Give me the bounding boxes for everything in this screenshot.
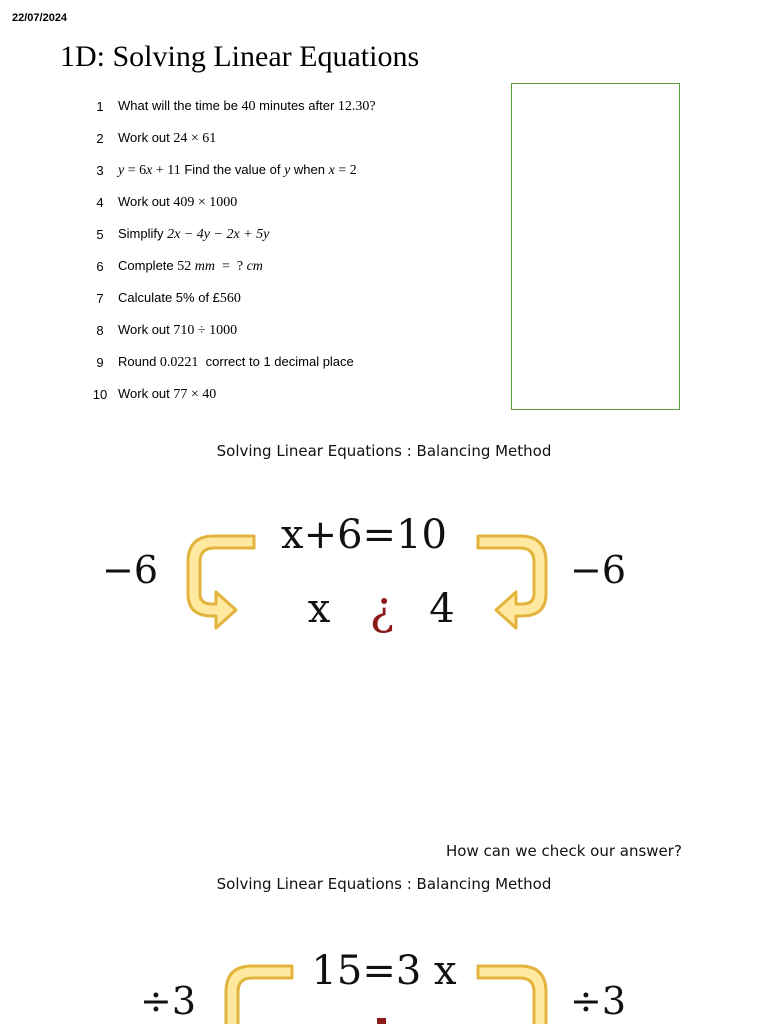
operation-left-2: ÷3 <box>139 979 197 1023</box>
question-text <box>118 226 269 243</box>
question-text <box>118 258 263 275</box>
operation-right: −6 <box>569 548 627 592</box>
page-title: 1D: Solving Linear Equations <box>60 40 420 73</box>
question-text-part: Complete <box>118 257 178 273</box>
question-text-part: 710 ÷ 1000 <box>173 322 238 338</box>
question-item <box>82 250 492 282</box>
question-text-part: y <box>284 162 291 178</box>
question-text-part: 40 <box>241 98 256 114</box>
question-item <box>82 218 492 250</box>
question-text-part: minutes after <box>255 97 338 113</box>
question-text-part: 2x − 4y − 2x + 5y <box>167 226 270 242</box>
question-number: 3 <box>96 162 104 178</box>
question-text-part: Simplify <box>118 225 168 241</box>
question-text-part: 77 × 40 <box>173 386 217 402</box>
question-text-part: x <box>328 162 335 178</box>
question-item <box>82 122 492 154</box>
question-item <box>82 90 492 122</box>
balancing-diagram-1 <box>0 490 768 640</box>
date-label: 22/07/2024 <box>12 12 68 24</box>
question-text-part: = 2 <box>334 162 357 178</box>
question-text <box>118 130 216 147</box>
equation-top: x+6=10 <box>281 512 447 558</box>
result-symbol: ¿ <box>369 581 395 635</box>
arrow-left-icon-2 <box>226 966 292 1024</box>
question-text-part: 12.30? <box>337 98 376 114</box>
question-number: 7 <box>96 290 104 306</box>
question-item <box>82 186 492 218</box>
question-text <box>118 290 241 307</box>
arrow-left-icon <box>188 536 254 628</box>
question-item <box>82 154 492 186</box>
question-text-part: 560 <box>219 290 241 306</box>
question-item <box>82 346 492 378</box>
section-heading-2: Solving Linear Equations : Balancing Method <box>216 875 552 893</box>
question-text-part: Find the value of <box>180 161 285 177</box>
question-text-part: 52 <box>177 258 195 274</box>
question-text-part: = ? <box>214 258 247 274</box>
operation-left: −6 <box>101 548 159 592</box>
question-text-part: mm <box>194 258 215 274</box>
answer-box <box>511 83 680 410</box>
question-number: 1 <box>96 98 104 114</box>
question-text-part: cm <box>246 258 263 274</box>
question-text <box>118 162 357 179</box>
question-text <box>118 98 376 115</box>
section-heading-1: Solving Linear Equations : Balancing Method <box>216 442 552 460</box>
question-text <box>118 194 237 211</box>
question-text-part: + 11 <box>152 162 181 178</box>
question-text-part: Work out <box>118 193 174 209</box>
question-text-part: when <box>290 161 329 177</box>
question-number: 10 <box>92 386 108 402</box>
question-text-part: What will the time be <box>118 97 242 113</box>
question-text-part: Work out <box>118 129 174 145</box>
question-item <box>82 378 492 410</box>
question-number: 4 <box>96 194 104 210</box>
question-list <box>82 90 492 410</box>
question-text-part: 24 × 61 <box>173 130 217 146</box>
arrow-right-icon-2 <box>478 966 546 1024</box>
result-symbol-fragment <box>377 1018 386 1024</box>
equation-top-2: 15=3 x <box>311 948 457 994</box>
question-text <box>118 354 354 371</box>
question-text-part: 0.0221 <box>159 354 199 370</box>
question-text-part: Work out <box>118 385 174 401</box>
question-text-part: y <box>118 162 125 178</box>
question-item <box>82 282 492 314</box>
result-variable: x <box>307 586 331 632</box>
balancing-diagram-2 <box>0 934 768 1024</box>
question-number: 2 <box>96 130 104 146</box>
check-prompt: How can we check our answer? <box>446 842 682 860</box>
question-text-part: correct to 1 decimal place <box>198 353 354 369</box>
arrow-right-icon <box>478 536 546 628</box>
question-text <box>118 386 216 403</box>
question-text-part: 409 × 1000 <box>173 194 238 210</box>
question-text <box>118 322 237 339</box>
question-text-part: Calculate 5% of £ <box>118 289 220 305</box>
question-text-part: = 6 <box>124 162 147 178</box>
question-item <box>82 314 492 346</box>
question-number: 8 <box>96 322 104 338</box>
result-value: 4 <box>429 586 455 632</box>
operation-right-2: ÷3 <box>569 979 627 1023</box>
question-text-part: Work out <box>118 321 174 337</box>
question-number: 5 <box>96 226 104 242</box>
question-number: 9 <box>96 354 104 370</box>
question-text-part: x <box>146 162 153 178</box>
question-number: 6 <box>96 258 104 274</box>
question-text-part: Round <box>118 353 160 369</box>
